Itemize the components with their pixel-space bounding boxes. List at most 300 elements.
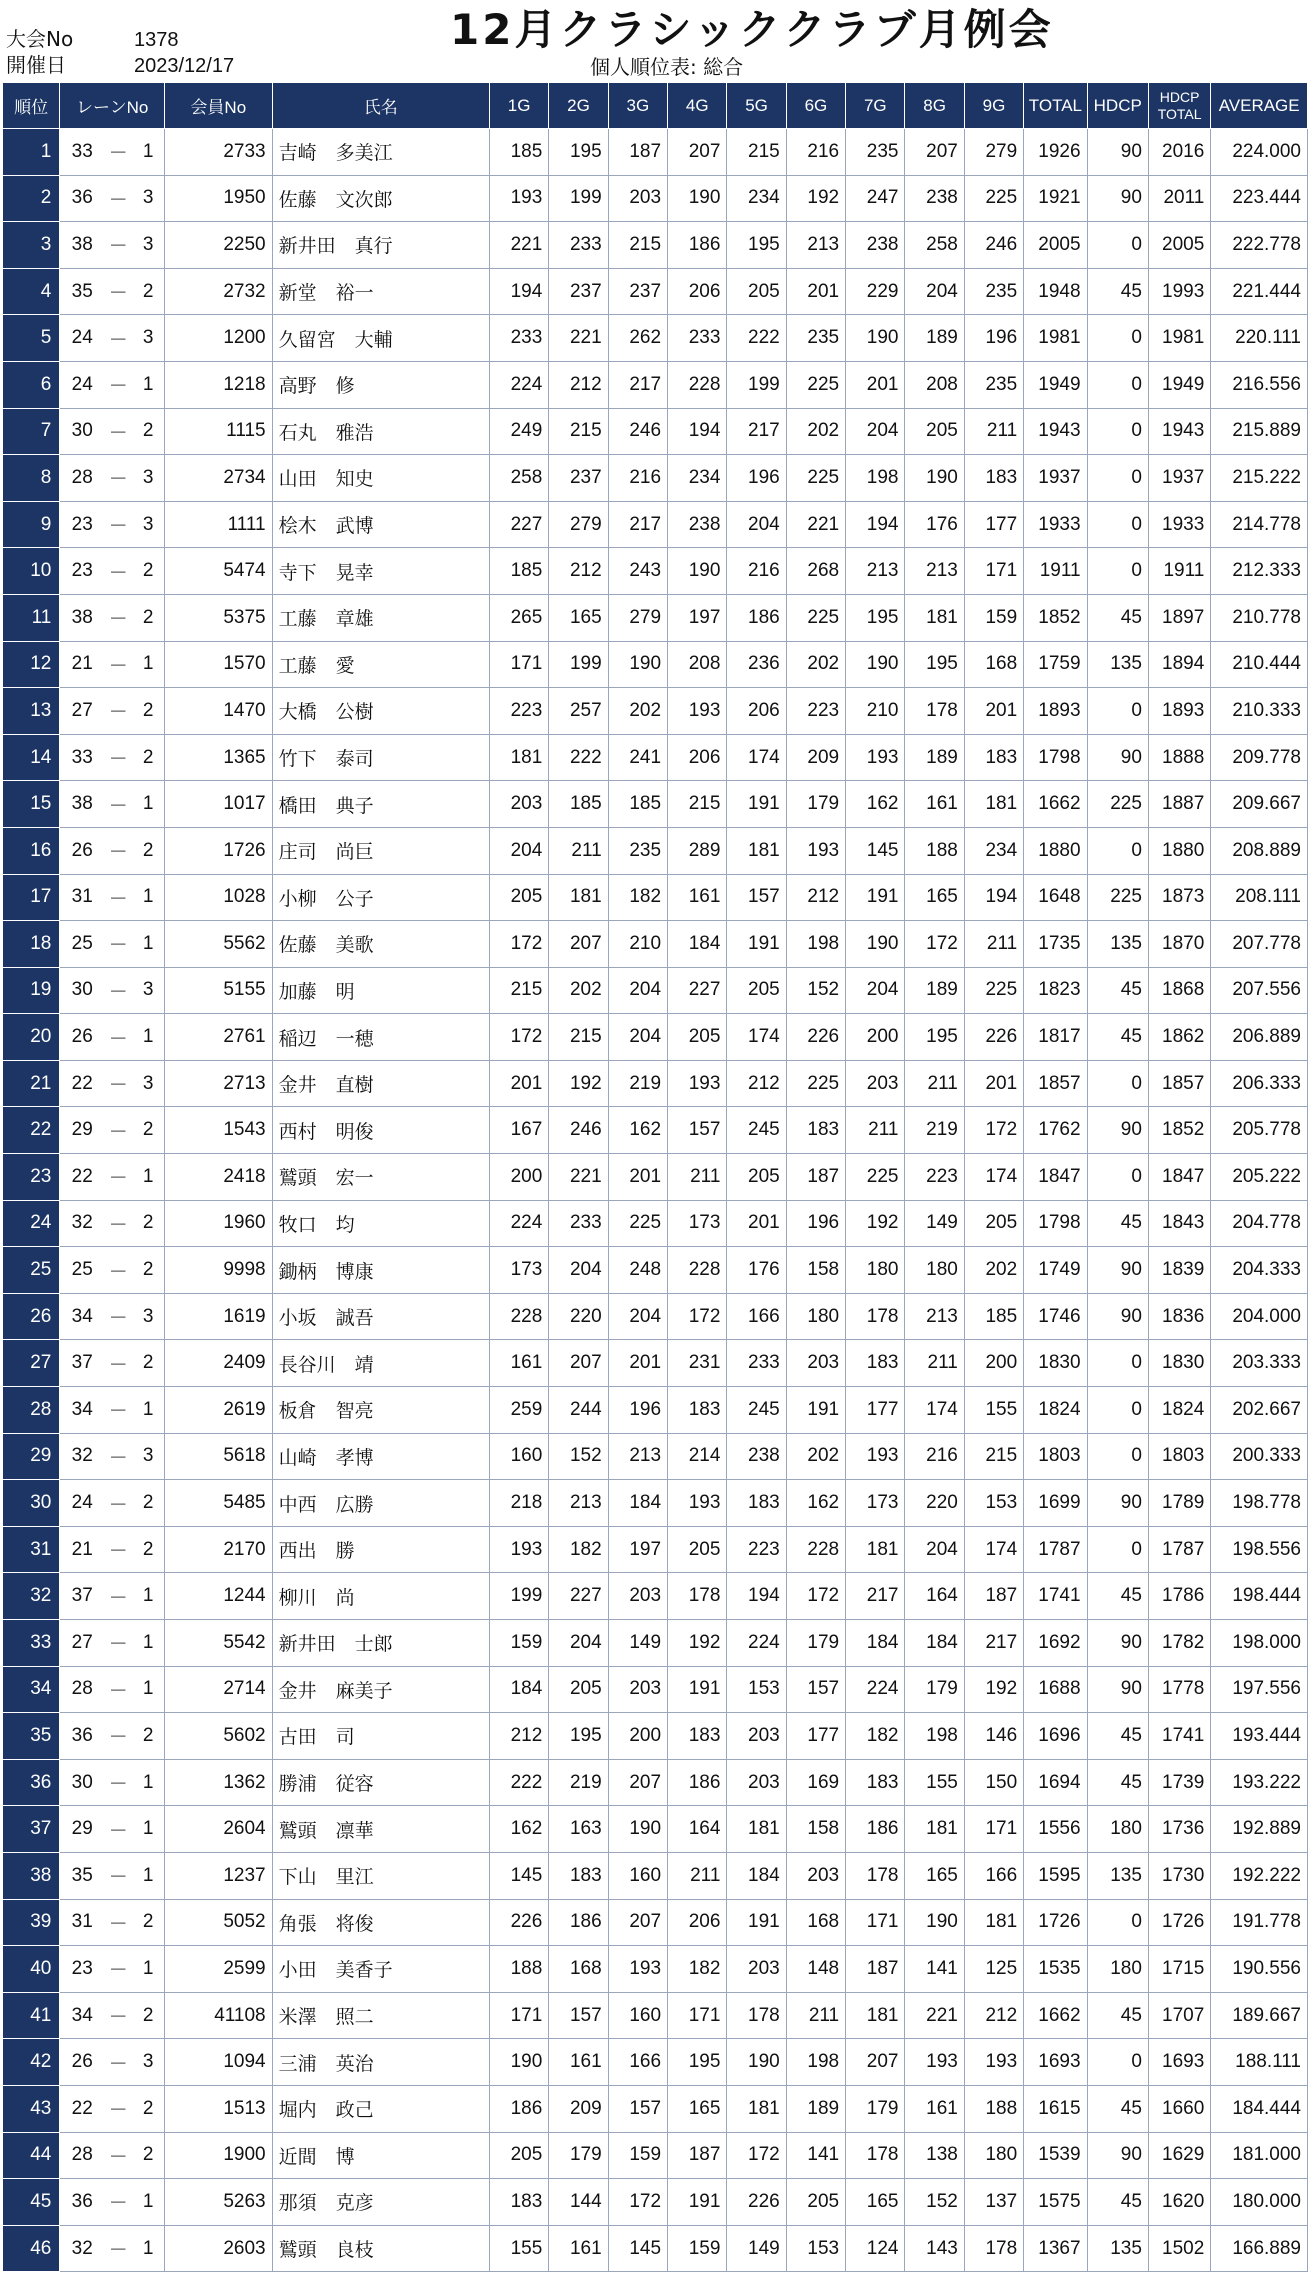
game3-cell: 160	[608, 1852, 667, 1899]
game4-cell: 215	[668, 781, 727, 828]
game9-cell: 150	[964, 1759, 1023, 1806]
lane-sep: －	[104, 1247, 132, 1294]
lane-no-cell: 3	[132, 315, 164, 362]
game7-cell: 213	[846, 548, 905, 595]
name-cell: 加藤 明	[272, 967, 489, 1014]
col-g6: 6G	[786, 83, 845, 129]
average-cell: 210.444	[1211, 641, 1308, 688]
game3-cell: 190	[608, 641, 667, 688]
lane-no-cell: 2	[132, 1899, 164, 1946]
game6-cell: 198	[786, 921, 845, 968]
game8-cell: 165	[905, 1852, 964, 1899]
lane-no-cell: 2	[132, 1480, 164, 1527]
total-cell: 1937	[1024, 455, 1087, 502]
game8-cell: 207	[905, 129, 964, 176]
game4-cell: 183	[668, 1387, 727, 1434]
game8-cell: 152	[905, 2179, 964, 2226]
game3-cell: 207	[608, 1759, 667, 1806]
lane-no-cell: 1	[132, 921, 164, 968]
lane-sep: －	[104, 2179, 132, 2226]
average-cell: 220.111	[1211, 315, 1308, 362]
lane-sep: －	[104, 268, 132, 315]
hdcp-total-cell: 2011	[1148, 175, 1210, 222]
lane-no-cell: 1	[132, 874, 164, 921]
total-cell: 1693	[1024, 2039, 1087, 2086]
name-cell: 勝浦 従容	[272, 1759, 489, 1806]
lane-sep: －	[104, 734, 132, 781]
game4-cell: 197	[668, 594, 727, 641]
rank-cell: 5	[3, 315, 60, 362]
hdcp-total-cell: 1862	[1148, 1014, 1210, 1061]
lane-no-cell: 2	[132, 268, 164, 315]
game4-cell: 231	[668, 1340, 727, 1387]
member-no-cell: 2761	[164, 1014, 272, 1061]
game9-cell: 174	[964, 1154, 1023, 1201]
name-cell: 西村 明俊	[272, 1107, 489, 1154]
game8-cell: 164	[905, 1573, 964, 1620]
game1-cell: 259	[489, 1387, 548, 1434]
lane-sep: －	[104, 501, 132, 548]
game9-cell: 235	[964, 361, 1023, 408]
total-cell: 1741	[1024, 1573, 1087, 1620]
lane-cell: 31	[60, 874, 104, 921]
game2-cell: 186	[549, 1899, 608, 1946]
rank-cell: 15	[3, 781, 60, 828]
game5-cell: 204	[727, 501, 786, 548]
hdcp-total-cell: 2016	[1148, 129, 1210, 176]
game2-cell: 212	[549, 361, 608, 408]
hdcp-cell: 90	[1087, 129, 1148, 176]
hdcp-cell: 45	[1087, 967, 1148, 1014]
rank-cell: 40	[3, 1946, 60, 1993]
average-cell: 206.889	[1211, 1014, 1308, 1061]
game6-cell: 225	[786, 455, 845, 502]
lane-no-cell: 1	[132, 1759, 164, 1806]
member-no-cell: 5618	[164, 1433, 272, 1480]
lane-cell: 36	[60, 1713, 104, 1760]
name-cell: 高野 修	[272, 361, 489, 408]
total-cell: 2005	[1024, 222, 1087, 269]
game2-cell: 207	[549, 921, 608, 968]
total-cell: 1694	[1024, 1759, 1087, 1806]
game2-cell: 237	[549, 455, 608, 502]
header-row	[3, 83, 1308, 129]
hdcp-total-cell: 1786	[1148, 1573, 1210, 1620]
hdcp-total-cell: 2005	[1148, 222, 1210, 269]
game7-cell: 204	[846, 967, 905, 1014]
game1-cell: 185	[489, 129, 548, 176]
lane-no-cell: 1	[132, 1387, 164, 1434]
average-cell: 189.667	[1211, 1992, 1308, 2039]
game9-cell: 166	[964, 1852, 1023, 1899]
hdcp-total-cell: 1502	[1148, 2225, 1210, 2272]
total-cell: 1948	[1024, 268, 1087, 315]
game9-cell: 211	[964, 921, 1023, 968]
game5-cell: 201	[727, 1200, 786, 1247]
name-cell: 佐藤 文次郎	[272, 175, 489, 222]
rank-cell: 34	[3, 1666, 60, 1713]
game3-cell: 243	[608, 548, 667, 595]
average-cell: 209.778	[1211, 734, 1308, 781]
game3-cell: 219	[608, 1060, 667, 1107]
name-cell: 寺下 晃幸	[272, 548, 489, 595]
game6-cell: 172	[786, 1573, 845, 1620]
lane-sep: －	[104, 1293, 132, 1340]
rank-cell: 6	[3, 361, 60, 408]
game7-cell: 229	[846, 268, 905, 315]
member-no-cell: 41108	[164, 1992, 272, 2039]
name-cell: 工藤 章雄	[272, 594, 489, 641]
game8-cell: 204	[905, 268, 964, 315]
game9-cell: 192	[964, 1666, 1023, 1713]
hdcp-total-cell: 1880	[1148, 827, 1210, 874]
table-row	[3, 1387, 1308, 1434]
event-date	[6, 52, 234, 79]
total-cell: 1824	[1024, 1387, 1087, 1434]
name-cell: 中西 広勝	[272, 1480, 489, 1527]
name-cell: 金井 直樹	[272, 1060, 489, 1107]
table-row	[3, 548, 1308, 595]
lane-sep: －	[104, 1387, 132, 1434]
game2-cell: 237	[549, 268, 608, 315]
col-hdcp: HDCP	[1087, 83, 1148, 129]
game1-cell: 199	[489, 1573, 548, 1620]
game6-cell: 202	[786, 641, 845, 688]
table-row	[3, 921, 1308, 968]
lane-sep: －	[104, 1806, 132, 1853]
game5-cell: 224	[727, 1620, 786, 1667]
lane-no-cell: 1	[132, 1573, 164, 1620]
hdcp-total-cell: 1937	[1148, 455, 1210, 502]
table-row	[3, 2039, 1308, 2086]
game2-cell: 152	[549, 1433, 608, 1480]
game1-cell: 233	[489, 315, 548, 362]
game4-cell: 206	[668, 734, 727, 781]
game3-cell: 159	[608, 2132, 667, 2179]
col-g3: 3G	[608, 83, 667, 129]
lane-sep: －	[104, 1573, 132, 1620]
hdcp-total-cell: 1893	[1148, 688, 1210, 735]
hdcp-cell: 0	[1087, 1433, 1148, 1480]
game6-cell: 148	[786, 1946, 845, 1993]
lane-no-cell: 1	[132, 1852, 164, 1899]
member-no-cell: 1543	[164, 1107, 272, 1154]
game2-cell: 202	[549, 967, 608, 1014]
rank-cell: 12	[3, 641, 60, 688]
lane-no-cell: 3	[132, 222, 164, 269]
game9-cell: 146	[964, 1713, 1023, 1760]
game6-cell: 191	[786, 1387, 845, 1434]
table-row	[3, 688, 1308, 735]
hdcp-cell: 0	[1087, 1899, 1148, 1946]
member-no-cell: 5052	[164, 1899, 272, 1946]
member-no-cell: 1362	[164, 1759, 272, 1806]
lane-sep: －	[104, 1620, 132, 1667]
member-no-cell: 9998	[164, 1247, 272, 1294]
lane-sep: －	[104, 1899, 132, 1946]
game5-cell: 184	[727, 1852, 786, 1899]
table-row	[3, 1666, 1308, 1713]
hdcp-cell: 0	[1087, 361, 1148, 408]
page-subtitle: 個人順位表: 総合	[590, 55, 744, 79]
lane-no-cell: 3	[132, 2039, 164, 2086]
total-cell: 1981	[1024, 315, 1087, 362]
name-cell: 新堂 裕一	[272, 268, 489, 315]
lane-no-cell: 1	[132, 1154, 164, 1201]
game8-cell: 219	[905, 1107, 964, 1154]
lane-cell: 23	[60, 1946, 104, 1993]
game5-cell: 186	[727, 594, 786, 641]
game5-cell: 203	[727, 1759, 786, 1806]
lane-cell: 35	[60, 268, 104, 315]
average-cell: 206.333	[1211, 1060, 1308, 1107]
game5-cell: 183	[727, 1480, 786, 1527]
table-row	[3, 1713, 1308, 1760]
average-cell: 197.556	[1211, 1666, 1308, 1713]
average-cell: 222.778	[1211, 222, 1308, 269]
table-row	[3, 1992, 1308, 2039]
game9-cell: 187	[964, 1573, 1023, 1620]
game3-cell: 203	[608, 1666, 667, 1713]
lane-sep: －	[104, 1992, 132, 2039]
game9-cell: 211	[964, 408, 1023, 455]
total-cell: 1662	[1024, 1992, 1087, 2039]
name-cell: 桧木 武博	[272, 501, 489, 548]
lane-sep: －	[104, 1666, 132, 1713]
game7-cell: 217	[846, 1573, 905, 1620]
game1-cell: 201	[489, 1060, 548, 1107]
name-cell: 吉崎 多美江	[272, 129, 489, 176]
table-row	[3, 1620, 1308, 1667]
lane-cell: 28	[60, 2132, 104, 2179]
rank-cell: 22	[3, 1107, 60, 1154]
game2-cell: 207	[549, 1340, 608, 1387]
game2-cell: 157	[549, 1992, 608, 2039]
lane-sep: －	[104, 361, 132, 408]
col-total: TOTAL	[1024, 83, 1087, 129]
member-no-cell: 2713	[164, 1060, 272, 1107]
name-cell: 三浦 英治	[272, 2039, 489, 2086]
rank-cell: 21	[3, 1060, 60, 1107]
lane-no-cell: 2	[132, 1340, 164, 1387]
hdcp-total-cell: 1830	[1148, 1340, 1210, 1387]
member-no-cell: 1960	[164, 1200, 272, 1247]
lane-no-cell: 1	[132, 1666, 164, 1713]
average-cell: 208.111	[1211, 874, 1308, 921]
hdcp-total-cell: 1911	[1148, 548, 1210, 595]
member-no-cell: 1237	[164, 1852, 272, 1899]
game8-cell: 178	[905, 688, 964, 735]
table-row	[3, 781, 1308, 828]
game8-cell: 190	[905, 1899, 964, 1946]
game5-cell: 191	[727, 1899, 786, 1946]
game6-cell: 211	[786, 1992, 845, 2039]
game4-cell: 186	[668, 1759, 727, 1806]
game5-cell: 195	[727, 222, 786, 269]
lane-cell: 22	[60, 2085, 104, 2132]
game3-cell: 166	[608, 2039, 667, 2086]
total-cell: 1933	[1024, 501, 1087, 548]
game8-cell: 141	[905, 1946, 964, 1993]
average-cell: 188.111	[1211, 2039, 1308, 2086]
game5-cell: 205	[727, 268, 786, 315]
average-cell: 180.000	[1211, 2179, 1308, 2226]
lane-cell: 24	[60, 361, 104, 408]
hdcp-cell: 0	[1087, 1340, 1148, 1387]
lane-sep: －	[104, 967, 132, 1014]
lane-sep: －	[104, 1154, 132, 1201]
lane-cell: 37	[60, 1573, 104, 1620]
name-cell: 牧口 均	[272, 1200, 489, 1247]
total-cell: 1823	[1024, 967, 1087, 1014]
lane-sep: －	[104, 1946, 132, 1993]
game7-cell: 183	[846, 1340, 905, 1387]
lane-sep: －	[104, 641, 132, 688]
game2-cell: 233	[549, 1200, 608, 1247]
game7-cell: 178	[846, 2132, 905, 2179]
game8-cell: 138	[905, 2132, 964, 2179]
game4-cell: 165	[668, 2085, 727, 2132]
table-row	[3, 455, 1308, 502]
game1-cell: 203	[489, 781, 548, 828]
lane-sep: －	[104, 1200, 132, 1247]
game4-cell: 172	[668, 1293, 727, 1340]
name-cell: 佐藤 美歌	[272, 921, 489, 968]
total-cell: 1798	[1024, 1200, 1087, 1247]
game5-cell: 174	[727, 1014, 786, 1061]
game2-cell: 204	[549, 1620, 608, 1667]
game2-cell: 181	[549, 874, 608, 921]
col-g5: 5G	[727, 83, 786, 129]
lane-cell: 38	[60, 781, 104, 828]
game5-cell: 223	[727, 1526, 786, 1573]
game6-cell: 183	[786, 1107, 845, 1154]
member-no-cell: 1244	[164, 1573, 272, 1620]
name-cell: 古田 司	[272, 1713, 489, 1760]
game4-cell: 173	[668, 1200, 727, 1247]
name-cell: 久留宮 大輔	[272, 315, 489, 362]
table-row	[3, 2085, 1308, 2132]
hdcp-cell: 90	[1087, 1480, 1148, 1527]
member-no-cell: 2604	[164, 1806, 272, 1853]
hdcp-cell: 45	[1087, 2179, 1148, 2226]
game1-cell: 212	[489, 1713, 548, 1760]
table-row	[3, 1433, 1308, 1480]
game5-cell: 157	[727, 874, 786, 921]
game6-cell: 212	[786, 874, 845, 921]
average-cell: 198.556	[1211, 1526, 1308, 1573]
lane-cell: 30	[60, 1759, 104, 1806]
member-no-cell: 5562	[164, 921, 272, 968]
game9-cell: 201	[964, 1060, 1023, 1107]
average-cell: 221.444	[1211, 268, 1308, 315]
lane-cell: 24	[60, 1480, 104, 1527]
game2-cell: 246	[549, 1107, 608, 1154]
lane-cell: 26	[60, 2039, 104, 2086]
game9-cell: 225	[964, 175, 1023, 222]
lane-no-cell: 2	[132, 734, 164, 781]
game4-cell: 214	[668, 1433, 727, 1480]
game9-cell: 212	[964, 1992, 1023, 2039]
total-cell: 1921	[1024, 175, 1087, 222]
game8-cell: 204	[905, 1526, 964, 1573]
hdcp-cell: 0	[1087, 548, 1148, 595]
game6-cell: 225	[786, 1060, 845, 1107]
name-cell: 小柳 公子	[272, 874, 489, 921]
hdcp-total-cell: 1730	[1148, 1852, 1210, 1899]
game3-cell: 187	[608, 129, 667, 176]
game5-cell: 181	[727, 2085, 786, 2132]
member-no-cell: 2409	[164, 1340, 272, 1387]
game3-cell: 184	[608, 1480, 667, 1527]
hdcp-cell: 0	[1087, 455, 1148, 502]
hdcp-cell: 135	[1087, 921, 1148, 968]
game9-cell: 196	[964, 315, 1023, 362]
average-cell: 212.333	[1211, 548, 1308, 595]
rank-cell: 43	[3, 2085, 60, 2132]
hdcp-total-cell: 1787	[1148, 1526, 1210, 1573]
game7-cell: 178	[846, 1293, 905, 1340]
game7-cell: 210	[846, 688, 905, 735]
game3-cell: 225	[608, 1200, 667, 1247]
game6-cell: 203	[786, 1340, 845, 1387]
game5-cell: 203	[727, 1713, 786, 1760]
game4-cell: 159	[668, 2225, 727, 2272]
game6-cell: 203	[786, 1852, 845, 1899]
game8-cell: 213	[905, 1293, 964, 1340]
game9-cell: 178	[964, 2225, 1023, 2272]
lane-sep: －	[104, 455, 132, 502]
total-cell: 1749	[1024, 1247, 1087, 1294]
total-cell: 1746	[1024, 1293, 1087, 1340]
lane-cell: 30	[60, 967, 104, 1014]
game2-cell: 215	[549, 408, 608, 455]
lane-sep: －	[104, 594, 132, 641]
game3-cell: 213	[608, 1433, 667, 1480]
game2-cell: 212	[549, 548, 608, 595]
col-g9: 9G	[964, 83, 1023, 129]
game4-cell: 206	[668, 1899, 727, 1946]
game7-cell: 190	[846, 921, 905, 968]
hdcp-cell: 0	[1087, 688, 1148, 735]
average-cell: 203.333	[1211, 1340, 1308, 1387]
name-cell: 新井田 真行	[272, 222, 489, 269]
game3-cell: 248	[608, 1247, 667, 1294]
game6-cell: 228	[786, 1526, 845, 1573]
game3-cell: 190	[608, 1806, 667, 1853]
lane-sep: －	[104, 921, 132, 968]
game1-cell: 160	[489, 1433, 548, 1480]
average-cell: 224.000	[1211, 129, 1308, 176]
table-row	[3, 2225, 1308, 2272]
game6-cell: 158	[786, 1806, 845, 1853]
game1-cell: 161	[489, 1340, 548, 1387]
game7-cell: 201	[846, 361, 905, 408]
lane-no-cell: 1	[132, 1620, 164, 1667]
event-date-label: 開催日	[6, 53, 66, 77]
name-cell: 鷲頭 宏一	[272, 1154, 489, 1201]
game1-cell: 181	[489, 734, 548, 781]
lane-no-cell: 3	[132, 1433, 164, 1480]
hdcp-total-cell: 1933	[1148, 501, 1210, 548]
game8-cell: 190	[905, 455, 964, 502]
average-cell: 198.444	[1211, 1573, 1308, 1620]
game6-cell: 268	[786, 548, 845, 595]
game6-cell: 192	[786, 175, 845, 222]
game7-cell: 177	[846, 1387, 905, 1434]
hdcp-cell: 45	[1087, 594, 1148, 641]
game5-cell: 233	[727, 1340, 786, 1387]
